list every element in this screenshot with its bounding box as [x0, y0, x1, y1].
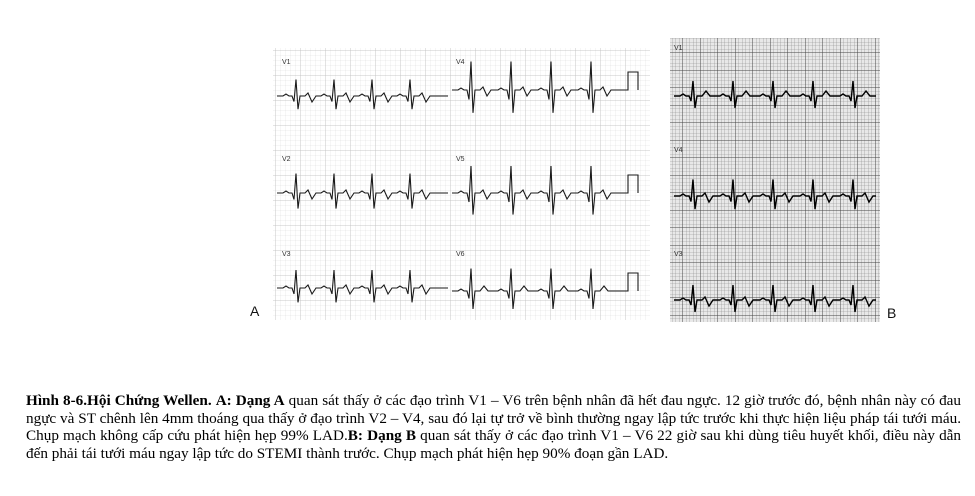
- lead-label-b-v4: V4: [674, 147, 683, 154]
- panel-b-label: B: [887, 305, 897, 321]
- caption-a-intro: A: Dạng A: [215, 392, 285, 409]
- lead-label-b-v3: V3: [674, 251, 683, 258]
- caption-a-text: quan sát thấy ở các đạo trình V1 – V6 trên bệnh nhân đã hết đau ngực. 12 giờ trước đó, bệnh nhân này có đau ngực và ST chênh lên 4mm thoáng qua thấy ở đạo trình V2 – V4, sau đó lại tự trở về bình thường ngay lập tức trước khi thực hiện liệu pháp tái tưới máu. Chụp mạch không cấp cứu phát hiện hẹp 99% LAD.: [26, 392, 962, 445]
- ecg-panel-a: [273, 48, 650, 320]
- lead-label-a-v6: V6: [456, 251, 465, 258]
- caption-b-text: quan sát thấy ở các đạo trình V1 – V6 22 giờ sau khi dùng tiêu huyết khối, điều này dẫn đến phải tái tưới máu ngay lập tức do STEMI thành trước. Chụp mạch phát hiện hẹp 90% đoạn gần LAD.: [26, 427, 962, 462]
- caption-title: Hình 8-6.Hội Chứng Wellen.: [26, 392, 212, 409]
- lead-label-a-v2: V2: [282, 156, 291, 163]
- lead-label-a-v4: V4: [456, 59, 465, 66]
- caption-b-intro: B: Dạng B: [347, 427, 417, 445]
- panel-a-label: A: [250, 303, 260, 319]
- figure-caption: [26, 392, 961, 462]
- lead-label-a-v1: V1: [282, 59, 291, 66]
- ecg-panel-b: [670, 38, 880, 322]
- lead-label-a-v5: V5: [456, 156, 465, 163]
- lead-label-a-v3: V3: [282, 251, 291, 258]
- lead-label-b-v1: V1: [674, 45, 683, 52]
